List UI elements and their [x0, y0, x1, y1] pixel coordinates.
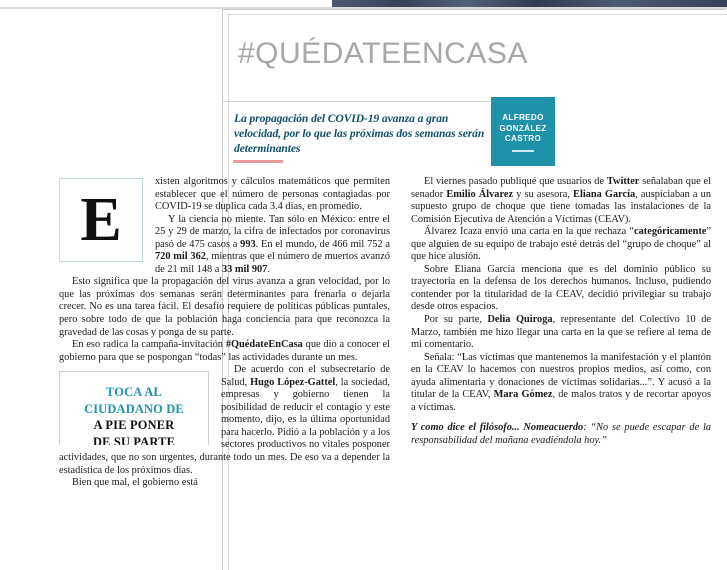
paragraph-text: Señala: “Las víctimas que mantenemos la manifestación y el plantón en la CEAV lo hacemos con nuestros propios medios, así como, con ayuda alimentaria y donaciones de víctimas solidarias...”. Y acusó a la titular de la CEAV,: [411, 351, 711, 401]
paragraph-text: . En el mundo, de 466 mil 752 a: [255, 238, 390, 250]
paragraph: [59, 276, 390, 339]
paragraph-text: , representante del Colectivo 10 de Marzo, también me hizo llegar una carta en la que se refiere al tema de mi comentario.: [411, 314, 711, 351]
browser-chrome-strip: [0, 0, 727, 9]
paragraph: [59, 477, 390, 490]
pull-quote-line-3: A PIE PONER: [93, 418, 175, 433]
paragraph-text: Sobre Eliana García menciona que es del dominio público su trayectoria en la defensa de los derechos humanos. Incluso, pudiendo contender por la titularidad de la CEAV, decidió privilegiar su trabajo desde otros espacios.: [411, 263, 711, 313]
paragraph-spacer: [411, 414, 711, 422]
official-name: Hugo López-Gattel: [250, 376, 336, 388]
masthead-hashtag-title: #QUÉDATEENCASA: [238, 37, 528, 70]
campaign-hashtag: #QuédateEnCasa: [225, 339, 303, 351]
person-name-representative: Delia Quiroga: [487, 314, 553, 326]
pull-quote-line-2: CIUDADANO DE: [84, 401, 184, 416]
pull-quote-box: [59, 371, 209, 445]
paragraph-text: Álvarez Icaza envió una carta en la que rechaza “: [424, 226, 635, 238]
paragraph: [411, 226, 711, 264]
pull-quote-line-4: DE SU PARTE: [92, 434, 176, 446]
article-body-right-column: [411, 176, 711, 448]
article-deck-text: La propagación del COVID-19 avanza a gran velocidad, por lo que las próximas dos semanas serán determinantes: [234, 112, 485, 156]
signature-lead-in: Y como dice el filósofo... Nomeacuerdo: [411, 422, 584, 434]
paragraph-text: señalaban que el senador: [411, 176, 712, 200]
paragraph-text: ” que alguien de su equipo de trabajo esté detrás del “grupo de choque” al que hice alusión.: [411, 226, 711, 263]
paragraph: [411, 352, 711, 415]
deck-accent-rule: [233, 160, 283, 163]
dropcap-box: [59, 178, 143, 262]
dropcap-letter: E: [80, 186, 122, 254]
paragraph-text: Por su parte,: [424, 314, 488, 326]
stat-cases: 993: [240, 238, 256, 250]
paragraph-text: Y la ciencia no miente. Tan sólo en México: entre el 25 y 29 de marzo, la cifra de infectados por coronavirus pasó de 475 casos a: [155, 213, 390, 250]
person-name-ceav-head: Mara Gómez: [493, 389, 553, 401]
author-name-line-2: GONZÁLEZ: [499, 123, 547, 133]
paragraph-text: , de malos tratos y de recortar apoyos a víctimas.: [411, 389, 711, 413]
platform-name: Twitter: [606, 176, 640, 187]
author-name-line-3: CASTRO: [504, 133, 542, 143]
paragraph-text: Bien que mal, el gobierno está: [72, 477, 198, 489]
person-name-senator: Emilio Álvarez: [446, 188, 514, 200]
chrome-toolbar-remnant: [332, 0, 727, 7]
paragraph: [411, 264, 711, 314]
author-badge-rule: [512, 150, 534, 152]
paragraph-text: xisten algoritmos y cálculos matemáticos que permiten establecer que el número de personas contagiadas por COVID-19 se duplica cada 3.4 días, en promedio.: [155, 176, 390, 213]
author-name-line-1: ALFREDO: [502, 113, 544, 123]
closing-signature-line: [411, 422, 711, 447]
masthead: [238, 30, 538, 78]
article-deck-box: [222, 101, 507, 165]
article-body-left-column: [59, 176, 390, 490]
paragraph-text: Esto significa que la propagación del virus avanza a gran velocidad, por lo que las próximas dos semanas serán determinantes para frenarla o dejarla crecer. No es una tarea fácil. El desafío requiere de políticas públicas puntales, pero sobre todo de que la población haga conciencia para que reconozca la gravedad de las cosas y ponga de su parte.: [59, 276, 390, 338]
paragraph-text: que dio a conocer el gobierno para que se pospongan “todas” las actividades durante un mes.: [59, 339, 391, 363]
paragraph: [59, 339, 390, 364]
author-byline-badge: [491, 97, 555, 166]
paragraph-text: , auspiciaban a un supuesto grupo de choque que tiene tomadas las instalaciones de la Comisión Ejecutiva de Atención a Víctimas (CEAV).: [411, 188, 711, 225]
person-name-adviser: Eliana García: [573, 188, 636, 200]
paragraph: [411, 176, 711, 226]
quoted-emphasis: categóricamente: [634, 226, 707, 238]
stat-world-cases: 720 mil 362: [155, 251, 206, 263]
signature-quote: : “No se puede escapar de la responsabilidad del mañana evadiéndola hoy.”: [411, 422, 711, 446]
stat-deaths: 33 mil 907: [221, 263, 268, 275]
paragraph-text: , la sociedad, empresas y gobierno tienen la posibilidad de reducir el contagio y este momento, dijo, es la última oportunidad para hacerlo. Pidió a la población y a los sectores productivos no vitales posponer actividades, que no son urgentes, durante todo un mes. De eso va a depender la estadística de los próximos días.: [59, 376, 390, 476]
paragraph-text: En eso radica la campaña-invitación: [72, 339, 226, 351]
paragraph-text: El viernes pasado publiqué que usuarios de: [424, 176, 607, 187]
paragraph: [411, 314, 711, 352]
pull-quote-line-1: TOCA AL: [106, 385, 162, 400]
paragraph-text: y su asesora,: [513, 188, 574, 200]
paragraph-text: De acuerdo con el subsecretario de Salud,: [221, 364, 390, 388]
paragraph-text: .: [267, 263, 270, 275]
paragraph-text: , mientras que el número de muertos avanzó de 21 mil 148 a: [155, 251, 390, 275]
